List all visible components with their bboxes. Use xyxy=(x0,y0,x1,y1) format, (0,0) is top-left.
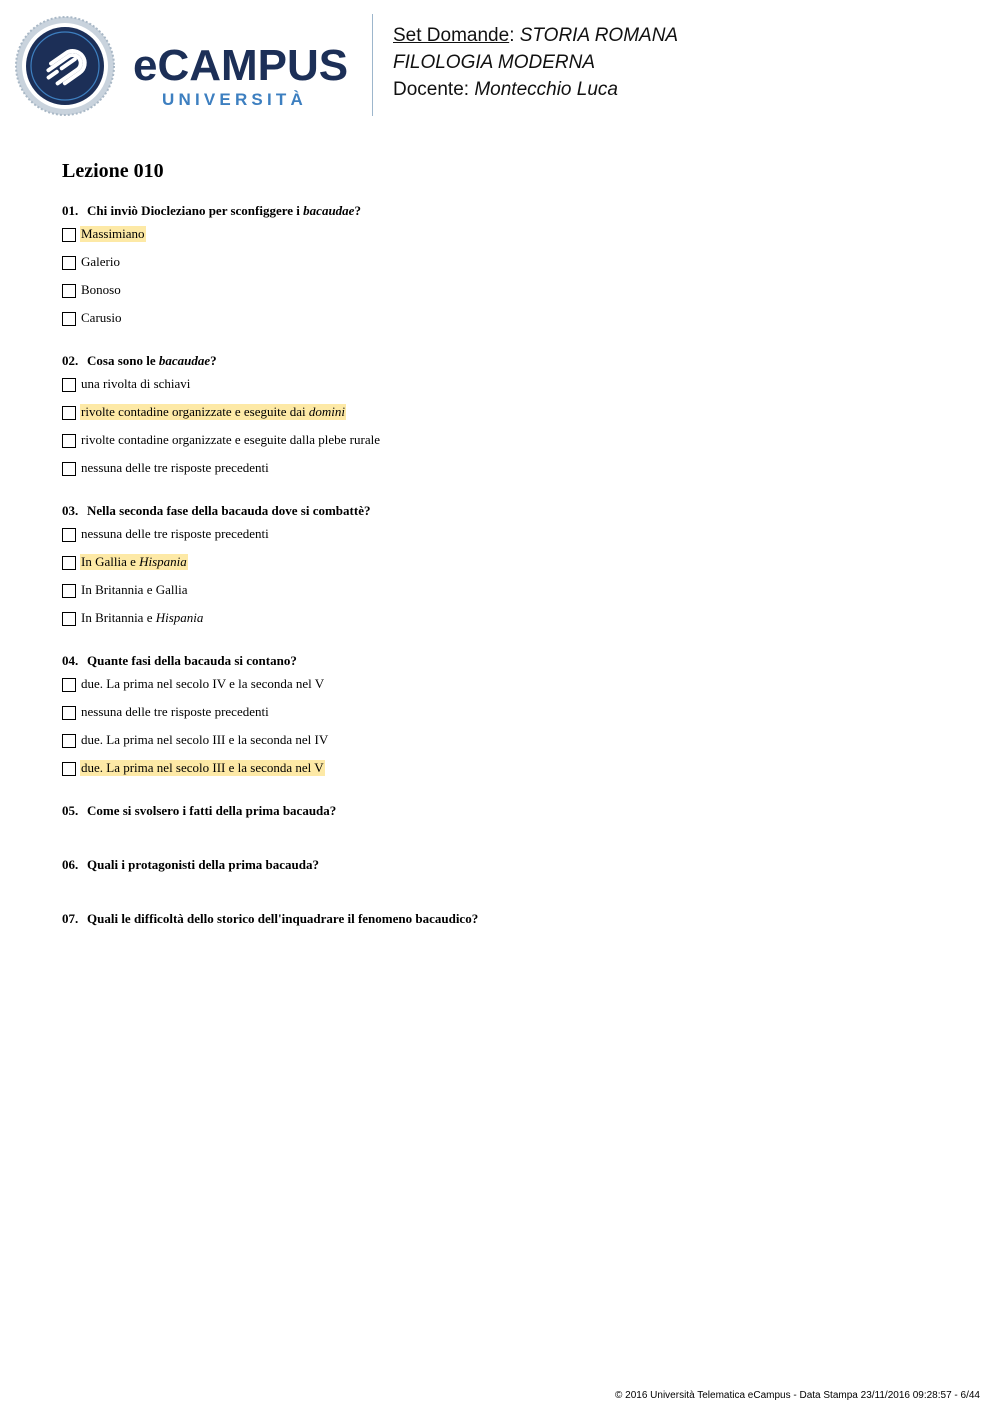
answer-option[interactable] xyxy=(62,554,962,582)
answer-checkbox[interactable] xyxy=(62,528,76,542)
teacher-name: Montecchio Luca xyxy=(474,79,618,100)
degree-name: FILOLOGIA MODERNA xyxy=(393,52,595,73)
question-title xyxy=(62,502,962,520)
answer-text-part: Bonoso xyxy=(81,282,121,297)
question-number: 04. xyxy=(62,653,79,668)
question-number: 02. xyxy=(62,353,79,368)
answer-text-part: due. La prima nel secolo IV e la seconda nel V xyxy=(81,676,325,691)
question-number: 05. xyxy=(62,803,79,818)
question-text: Quali i protagonisti della prima bacauda? xyxy=(87,857,319,872)
answer-text xyxy=(80,310,122,326)
answer-checkbox[interactable] xyxy=(62,556,76,570)
question-number: 01. xyxy=(62,203,79,218)
question xyxy=(62,802,962,842)
answer-option[interactable] xyxy=(62,254,962,282)
answer-text-part: In Britannia e Gallia xyxy=(81,582,188,597)
answer-text-part: due. La prima nel secolo III e la seconda nel V xyxy=(81,760,324,775)
question xyxy=(62,202,962,338)
answer-option[interactable] xyxy=(62,610,962,638)
answer-text-part: Carusio xyxy=(81,310,122,325)
answer-option[interactable] xyxy=(62,404,962,432)
answer-option[interactable] xyxy=(62,732,962,760)
answer-text-part: nessuna delle tre risposte precedenti xyxy=(81,526,269,541)
answer-option[interactable] xyxy=(62,704,962,732)
answer-option[interactable] xyxy=(62,582,962,610)
degree-line xyxy=(393,49,678,76)
answer-checkbox[interactable] xyxy=(62,284,76,298)
answer-text-part: domini xyxy=(308,404,346,419)
answer-option[interactable] xyxy=(62,376,962,404)
answer-text xyxy=(80,254,121,270)
set-label: Set Domande xyxy=(393,25,510,46)
question-text: Come si svolsero i fatti della prima bacauda? xyxy=(87,803,337,818)
answer-text-highlighted xyxy=(80,554,188,570)
set-line xyxy=(393,22,678,49)
answer-checkbox[interactable] xyxy=(62,612,76,626)
answer-checkbox[interactable] xyxy=(62,378,76,392)
question-number: 06. xyxy=(62,857,79,872)
answer-text xyxy=(80,432,381,448)
answer-text-part: Massimiano xyxy=(81,226,145,241)
answer-checkbox[interactable] xyxy=(62,256,76,270)
answer-text-part: nessuna delle tre risposte precedenti xyxy=(81,704,269,719)
answer-option[interactable] xyxy=(62,760,962,788)
question-title xyxy=(62,910,962,928)
answer-checkbox[interactable] xyxy=(62,462,76,476)
question-text: Quali le difficoltà dello storico dell'inquadrare il fenomeno bacaudico? xyxy=(87,911,479,926)
answer-text xyxy=(80,582,189,598)
answer-text-part: Galerio xyxy=(81,254,120,269)
wordmark-subtitle: UNIVERSITÀ xyxy=(162,90,307,109)
answer-checkbox[interactable] xyxy=(62,706,76,720)
answer-text xyxy=(80,282,122,298)
answer-option[interactable] xyxy=(62,526,962,554)
teacher-line xyxy=(393,76,678,103)
answer-checkbox[interactable] xyxy=(62,734,76,748)
answer-text-part: In Gallia e xyxy=(81,554,140,569)
question-text: bacaudae xyxy=(158,353,211,368)
question-title xyxy=(62,802,962,820)
question xyxy=(62,910,962,950)
question xyxy=(62,352,962,488)
answer-text-part: una rivolta di schiavi xyxy=(81,376,191,391)
answer-text xyxy=(80,704,270,720)
question-text: ? xyxy=(354,203,361,218)
question-number: 07. xyxy=(62,911,79,926)
question xyxy=(62,652,962,788)
answer-text xyxy=(80,732,329,748)
ecampus-wordmark xyxy=(133,41,349,110)
question-text: Nella seconda fase della bacauda dove si combattè? xyxy=(87,503,371,518)
question-text: Cosa sono le xyxy=(87,353,159,368)
answer-text-highlighted xyxy=(80,760,325,776)
answer-text-part: rivolte contadine organizzate e eseguite dai xyxy=(81,404,309,419)
question-text: ? xyxy=(210,353,217,368)
teacher-label: Docente: xyxy=(393,79,470,100)
answer-checkbox[interactable] xyxy=(62,678,76,692)
answer-text-part: Hispania xyxy=(139,554,187,569)
question-number: 03. xyxy=(62,503,79,518)
answer-text-part: In Britannia e xyxy=(81,610,156,625)
wordmark-text: eCAMPUS xyxy=(133,41,349,90)
answer-text xyxy=(80,376,191,392)
question-title xyxy=(62,856,962,874)
header-divider xyxy=(372,14,373,116)
set-separator: : xyxy=(509,25,515,46)
answer-text-highlighted xyxy=(80,404,346,420)
answer-option[interactable] xyxy=(62,226,962,254)
answer-text xyxy=(80,526,270,542)
answer-checkbox[interactable] xyxy=(62,406,76,420)
answer-checkbox[interactable] xyxy=(62,584,76,598)
question-list xyxy=(62,202,962,964)
answer-text-part: rivolte contadine organizzate e eseguite dalla plebe rurale xyxy=(81,432,380,447)
question-title xyxy=(62,652,962,670)
answer-checkbox[interactable] xyxy=(62,312,76,326)
answer-option[interactable] xyxy=(62,432,962,460)
ecampus-seal-icon xyxy=(15,16,115,116)
page-footer: © 2016 Università Telematica eCampus - Data Stampa 23/11/2016 09:28:57 - 6/44 xyxy=(615,1390,980,1401)
question-title xyxy=(62,202,962,220)
answer-checkbox[interactable] xyxy=(62,762,76,776)
answer-text xyxy=(80,460,270,476)
question-text: Chi inviò Diocleziano per sconfiggere i xyxy=(87,203,304,218)
answer-text-part: due. La prima nel secolo III e la seconda nel IV xyxy=(81,732,329,747)
answer-option[interactable] xyxy=(62,282,962,310)
question-title xyxy=(62,352,962,370)
lesson-title: Lezione 010 xyxy=(62,160,164,182)
header-info xyxy=(393,22,678,103)
answer-option[interactable] xyxy=(62,676,962,704)
course-name: STORIA ROMANA xyxy=(519,25,679,46)
question xyxy=(62,856,962,896)
answer-option[interactable] xyxy=(62,460,962,488)
page-header xyxy=(0,0,1000,130)
answer-checkbox[interactable] xyxy=(62,228,76,242)
question xyxy=(62,502,962,638)
answer-text xyxy=(80,676,325,692)
answer-option[interactable] xyxy=(62,310,962,338)
answer-text-highlighted xyxy=(80,226,146,242)
question-text: bacaudae xyxy=(303,203,355,218)
answer-checkbox[interactable] xyxy=(62,434,76,448)
question-text: Quante fasi della bacauda si contano? xyxy=(87,653,297,668)
answer-text-part: nessuna delle tre risposte precedenti xyxy=(81,460,269,475)
answer-text-part: Hispania xyxy=(155,610,204,625)
answer-text xyxy=(80,610,204,626)
